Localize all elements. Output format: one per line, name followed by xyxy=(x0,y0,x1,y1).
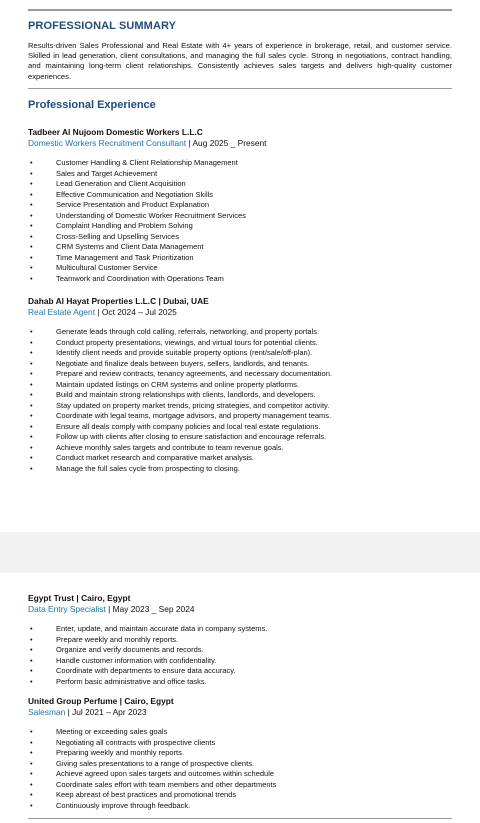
list-item: • Complaint Handling and Problem Solving xyxy=(28,221,452,232)
list-item: • Enter, update, and maintain accurate data in company systems. xyxy=(28,624,452,635)
job-dates: | Jul 2021 – Apr 2023 xyxy=(65,707,147,717)
job-title: Salesman xyxy=(28,707,66,717)
list-item: • Coordinate with departments to ensure data accuracy. xyxy=(28,666,452,677)
list-item: • Conduct market research and comparative market analysis. xyxy=(28,453,452,464)
responsibility-list xyxy=(28,327,452,474)
list-item: • Giving sales presentations to a range of prospective clients. xyxy=(28,759,452,770)
list-item: • Generate leads through cold calling, referrals, networking, and property portals. xyxy=(28,327,452,338)
list-item: • Teamwork and Coordination with Operations Team xyxy=(28,274,452,285)
list-item: • Perform basic administrative and office tasks. xyxy=(28,677,452,688)
job-entry xyxy=(28,296,452,474)
job-dates: | Oct 2024 – Jul 2025 xyxy=(95,307,177,317)
job-entry xyxy=(28,127,452,284)
list-item: • Manage the full sales cycle from prospecting to closing. xyxy=(28,464,452,475)
company-name: Dahab Al Hayat Properties L.L.C | Dubai, UAE xyxy=(28,296,209,306)
list-item: • CRM Systems and Client Data Management xyxy=(28,242,452,253)
section-divider xyxy=(28,88,452,89)
list-item: • Understanding of Domestic Worker Recruitment Services xyxy=(28,211,452,222)
job-dates: | May 2023 _ Sep 2024 xyxy=(105,604,195,614)
list-item: • Follow up with clients after closing to ensure satisfaction and encourage referrals. xyxy=(28,432,452,443)
list-item: • Keep abreast of best practices and promotional trends xyxy=(28,790,452,801)
list-item: • Achieve agreed upon sales targets and outcomes within schedule xyxy=(28,769,452,780)
list-item: • Stay updated on property market trends, pricing strategies, and competitor activity. xyxy=(28,401,452,412)
list-item: • Time Management and Task Prioritization xyxy=(28,253,452,264)
list-item: • Negotiating all contracts with prospective clients xyxy=(28,738,452,749)
list-item: • Ensure all deals comply with company policies and local real estate regulations. xyxy=(28,422,452,433)
summary-heading: PROFESSIONAL SUMMARY xyxy=(28,20,177,32)
experience-heading: Professional Experience xyxy=(28,99,156,111)
list-item: • Cross-Selling and Upselling Services xyxy=(28,232,452,243)
list-item: • Achieve monthly sales targets and contribute to team revenue goals. xyxy=(28,443,452,454)
list-item: • Preparing weekly and monthly reports. xyxy=(28,748,452,759)
role-line xyxy=(28,307,452,318)
list-item: • Effective Communication and Negotiation Skills xyxy=(28,190,452,201)
list-item: • Service Presentation and Product Explanation xyxy=(28,200,452,211)
list-item: • Sales and Target Achievement xyxy=(28,169,452,180)
job-entry xyxy=(28,593,452,687)
list-item: • Multicultural Customer Service xyxy=(28,263,452,274)
role-line xyxy=(28,604,452,615)
company-name: Egypt Trust | Cairo, Egypt xyxy=(28,593,131,603)
top-divider xyxy=(28,9,452,11)
list-item: • Organize and verify documents and records. xyxy=(28,645,452,656)
list-item: • Coordinate sales effort with team members and other departments xyxy=(28,780,452,791)
bottom-divider xyxy=(28,818,452,819)
job-entry xyxy=(28,696,452,811)
list-item: • Identify client needs and provide suitable property options (rent/sale/off-plan). xyxy=(28,348,452,359)
responsibility-list xyxy=(28,727,452,811)
job-title: Domestic Workers Recruitment Consultant xyxy=(28,138,187,148)
list-item: • Handle customer information with confidentiality. xyxy=(28,656,452,667)
role-line xyxy=(28,138,452,149)
list-item: • Meeting or exceeding sales goals xyxy=(28,727,452,738)
list-item: • Conduct property presentations, viewings, and virtual tours for potential clients. xyxy=(28,338,452,349)
list-item: • Build and maintain strong relationships with clients, landlords, and developers. xyxy=(28,390,452,401)
job-title: Data Entry Specialist xyxy=(28,604,106,614)
job-title: Real Estate Agent xyxy=(28,307,96,317)
summary-paragraph: Results-driven Sales Professional and Real Estate with 4+ years of experience in brokerage, retail, and customer service. Skilled in lead generation, client consultations, and managing the full sales cycle. Strong in negotiations, contract handling, and maintaining long-term client relationships. Consistently achieves sales targets and delivers high-quality customer experiences. xyxy=(28,41,452,81)
list-item: • Prepare weekly and monthly reports. xyxy=(28,635,452,646)
company-name: Tadbeer Al Nujoom Domestic Workers L.L.C xyxy=(28,127,203,137)
list-item: • Continuously improve through feedback. xyxy=(28,801,452,812)
role-line xyxy=(28,707,452,718)
company-name: United Group Perfume | Cairo, Egypt xyxy=(28,696,174,706)
job-dates: | Aug 2025 _ Present xyxy=(186,138,267,148)
list-item: • Prepare and review contracts, tenancy agreements, and necessary documentation. xyxy=(28,369,452,380)
list-item: • Customer Handling & Client Relationship Management xyxy=(28,158,452,169)
list-item: • Lead Generation and Client Acquisition xyxy=(28,179,452,190)
list-item: • Maintain updated listings on CRM systems and online property platforms. xyxy=(28,380,452,391)
list-item: • Coordinate with legal teams, mortgage advisors, and property management teams. xyxy=(28,411,452,422)
responsibility-list xyxy=(28,158,452,284)
responsibility-list xyxy=(28,624,452,687)
list-item: • Negotiate and finalize deals between buyers, sellers, landlords, and tenants. xyxy=(28,359,452,370)
